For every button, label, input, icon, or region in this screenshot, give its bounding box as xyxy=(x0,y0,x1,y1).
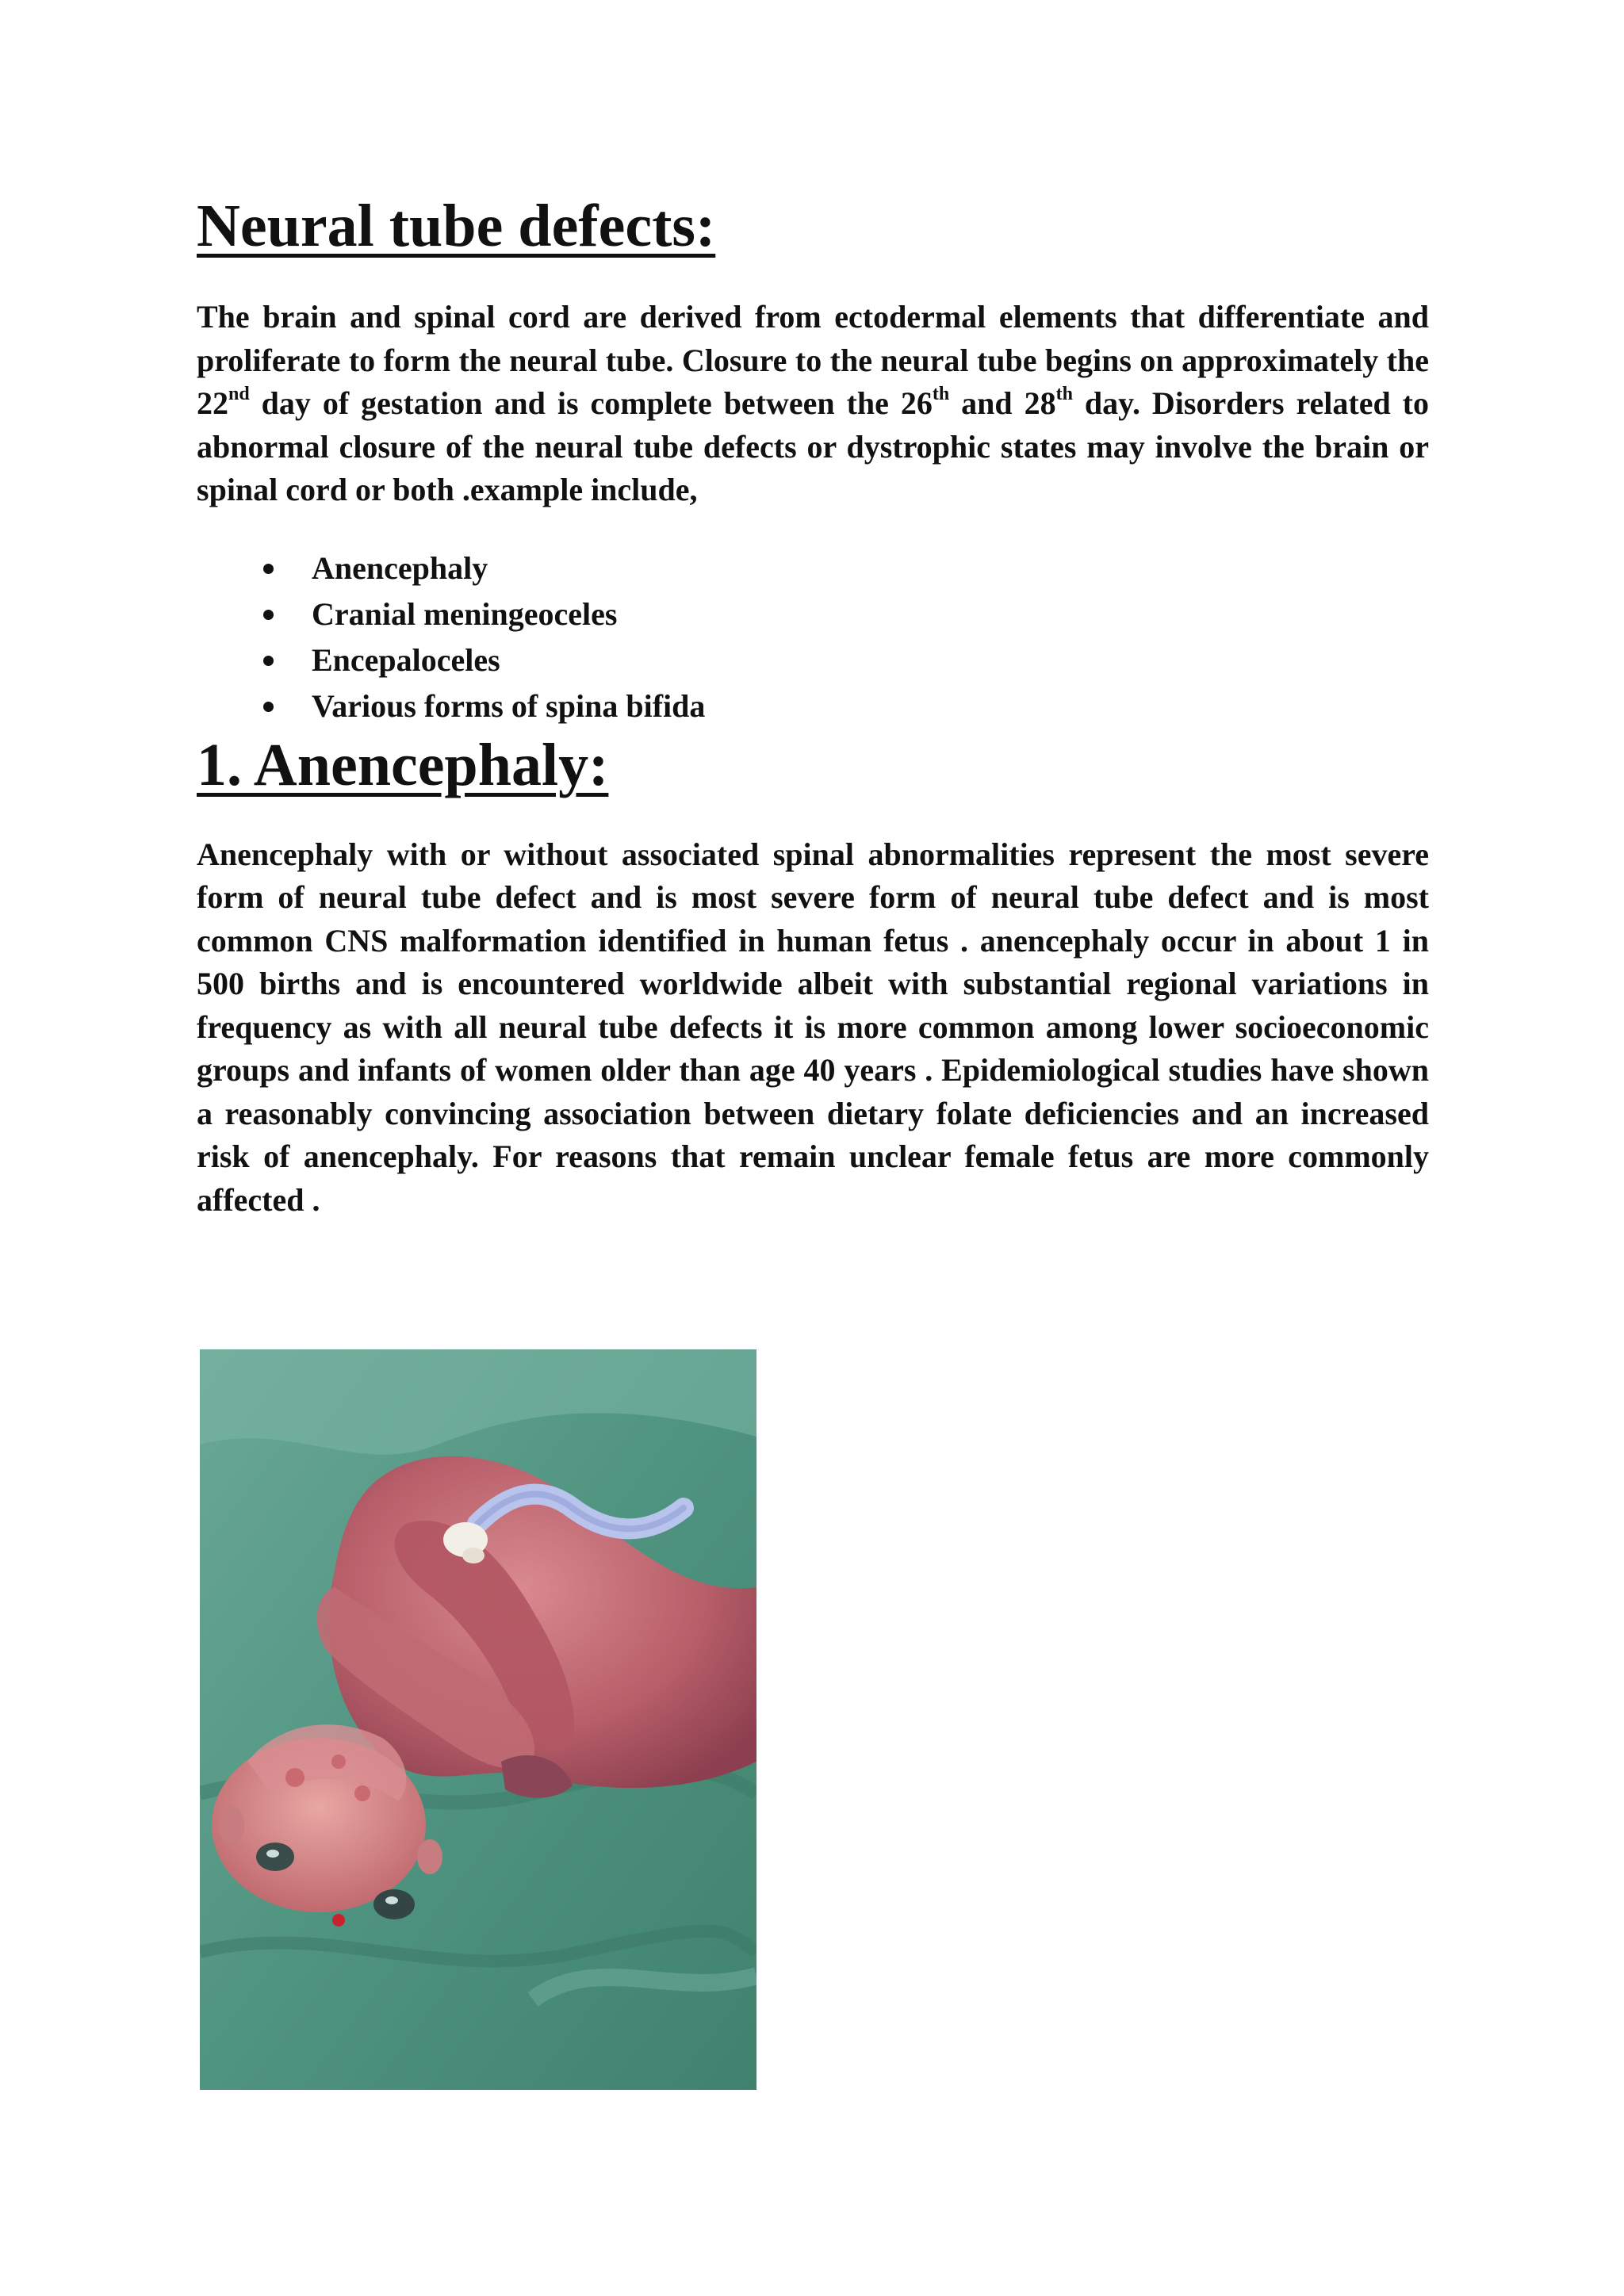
bullet-icon xyxy=(263,702,274,712)
bullet-icon xyxy=(263,564,274,574)
intro-text-1: The brain and spinal cord are derived from ectodermal elements that differentiate and proliferate to form the neural tube. Closure to the neural tube begins on approximately the 22 xyxy=(197,299,1429,422)
list-item xyxy=(197,591,1429,637)
examples-list xyxy=(197,545,1429,729)
intro-sup-2: th xyxy=(932,383,950,404)
section-heading-anencephaly: 1. Anencephaly: xyxy=(197,731,609,798)
bullet-icon xyxy=(263,610,274,620)
intro-paragraph xyxy=(197,296,1429,512)
list-item-label: Anencephaly xyxy=(312,549,488,586)
anencephaly-photo-illustration xyxy=(200,1349,756,2090)
list-item xyxy=(197,545,1429,591)
list-item-label: Encepaloceles xyxy=(312,641,500,678)
list-item-label: Cranial meningeoceles xyxy=(312,595,618,632)
anencephaly-paragraph: Anencephaly with or without associated spinal abnormalities represent the most severe form of neural tube defect and is most severe form of neural tube defect and is most common CNS malformation identified in human fetus . anencephaly occur in about 1 in 500 births and is encountered worldwide albeit with substantial regional variations in frequency as with all neural tube defects it is more common among lower socioeconomic groups and infants of women older than age 40 years . Epidemiological studies have shown a reasonably convincing association between dietary folate deficiencies and an increased risk of anencephaly. For reasons that remain unclear female fetus are more commonly affected . xyxy=(197,836,1429,1218)
intro-text-4: day. Disorders related to abnormal closure of the neural tube defects or dystrophic states may involve the brain or spinal cord or both .example include, xyxy=(197,385,1429,508)
page-title: Neural tube defects: xyxy=(197,193,716,259)
bullet-icon xyxy=(263,656,274,666)
intro-sup-3: th xyxy=(1055,383,1073,404)
list-item-label: Various forms of spina bifida xyxy=(312,687,706,724)
intro-text-3: and 28 xyxy=(949,385,1056,422)
intro-text-2: day of gestation and is complete between the 26 xyxy=(249,385,933,422)
anencephaly-photo xyxy=(200,1349,756,2090)
list-item xyxy=(197,683,1429,729)
intro-sup-1: nd xyxy=(228,383,250,404)
list-item xyxy=(197,637,1429,683)
document-content xyxy=(197,190,1429,1222)
